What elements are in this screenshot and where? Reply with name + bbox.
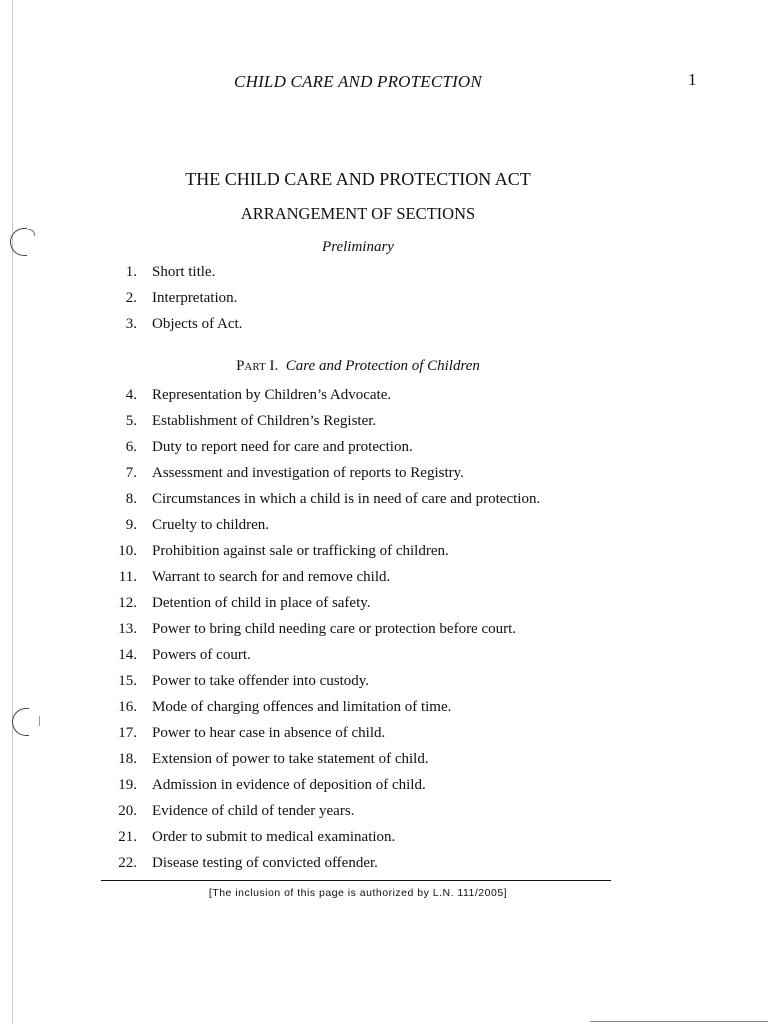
section-number: 21. [118, 829, 137, 845]
section-entry [100, 437, 660, 463]
section-title: Short title. [152, 264, 216, 280]
section-title: Powers of court. [152, 647, 251, 663]
section-number: 6. [125, 439, 137, 455]
section-number: 17. [118, 725, 137, 741]
part-label: Part I. [236, 358, 279, 374]
section-title: Detention of child in place of safety. [152, 595, 371, 611]
section-title: Power to hear case in absence of child. [152, 725, 386, 741]
section-number: 16. [118, 699, 137, 715]
section-title: Circumstances in which a child is in need of care and protection. [152, 491, 541, 507]
section-title: Power to take offender into custody. [152, 673, 370, 689]
footer-note: [The inclusion of this page is authorized by L.N. 111/2005] [208, 887, 508, 899]
section-title: Interpretation. [152, 290, 238, 306]
section-title: Disease testing of convicted offender. [152, 855, 378, 871]
section-entry [100, 411, 660, 437]
section-entry [100, 775, 660, 801]
section-number: 8. [125, 491, 137, 507]
section-number: 1. [125, 264, 137, 280]
section-entry [100, 262, 660, 288]
part-title: Care and Protection of Children [285, 358, 480, 374]
section-number: 10. [118, 543, 137, 559]
section-number: 9. [125, 517, 137, 533]
section-title: Power to bring child needing care or protection before court. [152, 621, 517, 637]
arrangement-heading: ARRANGEMENT OF SECTIONS [240, 204, 476, 223]
section-entry [100, 697, 660, 723]
section-number: 15. [118, 673, 137, 689]
section-title: Representation by Children’s Advocate. [152, 387, 392, 403]
section-title: Assessment and investigation of reports to Registry. [152, 465, 464, 481]
part-heading [0, 358, 716, 375]
section-entry [100, 314, 660, 340]
section-title: Evidence of child of tender years. [152, 803, 355, 819]
part1-section-list [100, 385, 660, 879]
section-entry [100, 541, 660, 567]
section-entry [100, 489, 660, 515]
section-title: Warrant to search for and remove child. [152, 569, 391, 585]
page-number: 1 [688, 70, 697, 89]
section-number: 20. [118, 803, 137, 819]
section-number: 18. [118, 751, 137, 767]
section-entry [100, 645, 660, 671]
section-number: 13. [118, 621, 137, 637]
running-head: CHILD CARE AND PROTECTION [234, 72, 482, 91]
section-title: Objects of Act. [152, 316, 243, 332]
section-number: 22. [118, 855, 137, 871]
scan-edge-line [590, 1021, 768, 1022]
section-number: 3. [125, 316, 137, 332]
section-entry [100, 801, 660, 827]
punch-mark-icon [28, 229, 35, 236]
section-title: Order to submit to medical examination. [152, 829, 396, 845]
section-number: 4. [125, 387, 137, 403]
section-entry [100, 827, 660, 853]
section-number: 2. [125, 290, 137, 306]
section-entry [100, 463, 660, 489]
section-entry [100, 619, 660, 645]
section-title: Establishment of Children’s Register. [152, 413, 377, 429]
section-title: Mode of charging offences and limitation of time. [152, 699, 452, 715]
section-title: Admission in evidence of deposition of child. [152, 777, 426, 793]
section-number: 7. [125, 465, 137, 481]
section-title: Prohibition against sale or trafficking of children. [152, 543, 449, 559]
section-entry [100, 515, 660, 541]
footer-rule [101, 880, 611, 881]
section-entry [100, 853, 660, 879]
section-entry [100, 723, 660, 749]
section-entry [100, 288, 660, 314]
punch-mark-icon [33, 716, 40, 726]
section-title: Cruelty to children. [152, 517, 270, 533]
section-number: 19. [118, 777, 137, 793]
section-entry [100, 593, 660, 619]
section-entry [100, 749, 660, 775]
preliminary-heading: Preliminary [322, 239, 394, 255]
section-number: 11. [118, 569, 137, 585]
section-number: 12. [118, 595, 137, 611]
punch-hole-icon [12, 708, 29, 736]
act-title: THE CHILD CARE AND PROTECTION ACT [185, 169, 531, 189]
section-entry [100, 671, 660, 697]
preliminary-section-list [100, 262, 660, 340]
section-title: Extension of power to take statement of child. [152, 751, 429, 767]
section-number: 14. [118, 647, 137, 663]
section-entry [100, 385, 660, 411]
section-number: 5. [125, 413, 137, 429]
section-entry [100, 567, 660, 593]
binding-edge-line [12, 0, 13, 1024]
section-title: Duty to report need for care and protection. [152, 439, 413, 455]
